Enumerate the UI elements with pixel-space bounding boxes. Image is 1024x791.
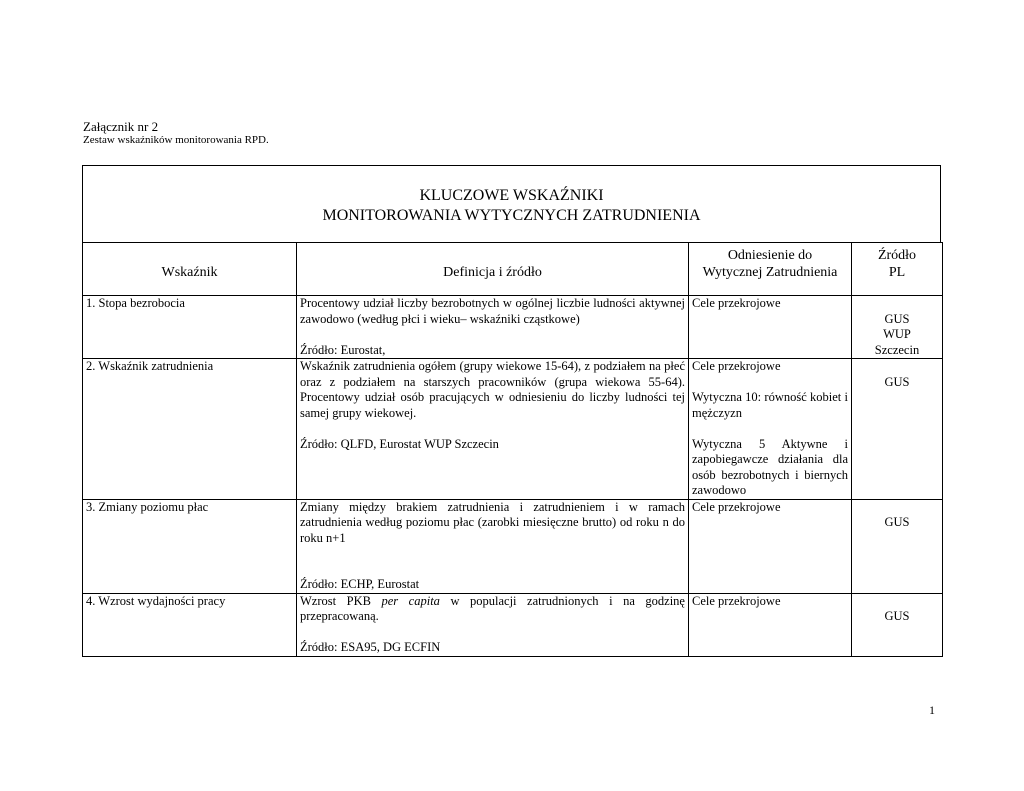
reference-cell — [689, 499, 852, 593]
column-header-definition: Definicja i źródło — [297, 243, 689, 296]
table-row — [83, 499, 943, 593]
source-text: Źródło: QLFD, Eurostat WUP Szczecin — [300, 436, 499, 451]
definition-cell — [297, 499, 689, 593]
column-header-reference — [689, 243, 852, 296]
source-pl-item: GUS — [884, 374, 910, 389]
table-row — [83, 593, 943, 656]
source-pl-item: Szczecin — [874, 342, 920, 357]
column-header-source-pl — [852, 243, 943, 296]
source-pl-item: GUS — [884, 515, 910, 529]
reference-cell — [689, 359, 852, 500]
definition-cell — [297, 593, 689, 656]
reference-text: Wytyczna 10: równość kobiet i mężczyzn — [692, 390, 848, 420]
reference-text: Wytyczna 5 Aktywne i zapobiegawcze działania dla osób bezrobotnych i biernych zawodowo — [692, 436, 848, 497]
indicator-cell: 4. Wzrost wydajności pracy — [83, 593, 297, 656]
reference-cell — [689, 593, 852, 656]
source-pl-cell — [852, 499, 943, 593]
table-header-row — [83, 243, 943, 296]
definition-text-italic: per capita — [381, 593, 440, 608]
table-title-line1: KLUCZOWE WSKAŹNIKI — [419, 187, 604, 204]
source-text: Źródło: ECHP, Eurostat — [300, 577, 420, 591]
definition-text — [300, 594, 685, 625]
column-header-source-pl-line1: Źródło — [877, 248, 917, 263]
definition-text-part: Wzrost PKB — [300, 593, 382, 608]
indicator-cell: 3. Zmiany poziomu płac — [83, 499, 297, 593]
column-header-reference-line1: Odniesienie do — [727, 248, 813, 263]
indicator-cell: 2. Wskaźnik zatrudnienia — [83, 359, 297, 500]
source-pl-item: WUP — [883, 327, 911, 341]
definition-text: Zmiany między brakiem zatrudnienia i zatrudnieniem i w ramach zatrudnienia według poziomu płac (zarobki miesięczne brutto) od roku n do roku n+1 — [300, 499, 685, 545]
reference-text: Cele przekrojowe — [692, 593, 781, 608]
column-header-reference-line2: Wytycznej Zatrudnienia — [702, 265, 838, 280]
definition-text-part: w populacji zatrudnionych i na godzinę przepracowaną. — [300, 593, 685, 623]
annex-label: Załącznik nr 2 — [83, 119, 159, 134]
indicators-table — [82, 242, 943, 657]
source-pl-cell — [852, 296, 943, 359]
definition-cell — [297, 296, 689, 359]
table-row — [83, 296, 943, 359]
reference-text: Cele przekrojowe — [692, 499, 781, 514]
reference-text: Cele przekrojowe — [692, 359, 781, 373]
table-title-box — [82, 165, 941, 242]
page-number: 1 — [929, 703, 935, 717]
annex-subtitle: Zestaw wskaźników monitorowania RPD. — [83, 134, 269, 146]
source-pl-cell — [852, 359, 943, 500]
column-header-indicator: Wskaźnik — [83, 243, 297, 296]
definition-text: Procentowy udział liczby bezrobotnych w ogólnej liczbie ludności aktywnej zawodowo (według płci i wieku– wskaźniki cząstkowe) — [300, 296, 685, 326]
definition-text: Wskaźnik zatrudnienia ogółem (grupy wiekowe 15-64), z podziałem na płeć oraz z podziałem na starszych pracowników (grupa wiekowa 55-64). Procentowy udział osób pracujących w odniesieniu do liczby ludności tej samej grupy wiekowej. — [300, 359, 685, 420]
source-text: Źródło: ESA95, DG ECFIN — [300, 640, 441, 654]
source-text: Źródło: Eurostat, — [300, 342, 386, 357]
document-header — [83, 119, 269, 147]
indicator-cell: 1. Stopa bezrobocia — [83, 296, 297, 359]
definition-cell — [297, 359, 689, 500]
table-title-line2: MONITOROWANIA WYTYCZNYCH ZATRUDNIENIA — [322, 207, 701, 224]
table-row — [83, 359, 943, 500]
source-pl-cell — [852, 593, 943, 656]
column-header-source-pl-line2: PL — [888, 265, 906, 280]
source-pl-item: GUS — [884, 609, 910, 623]
reference-cell — [689, 296, 852, 359]
source-pl-item: GUS — [884, 311, 910, 326]
reference-text: Cele przekrojowe — [692, 296, 781, 310]
